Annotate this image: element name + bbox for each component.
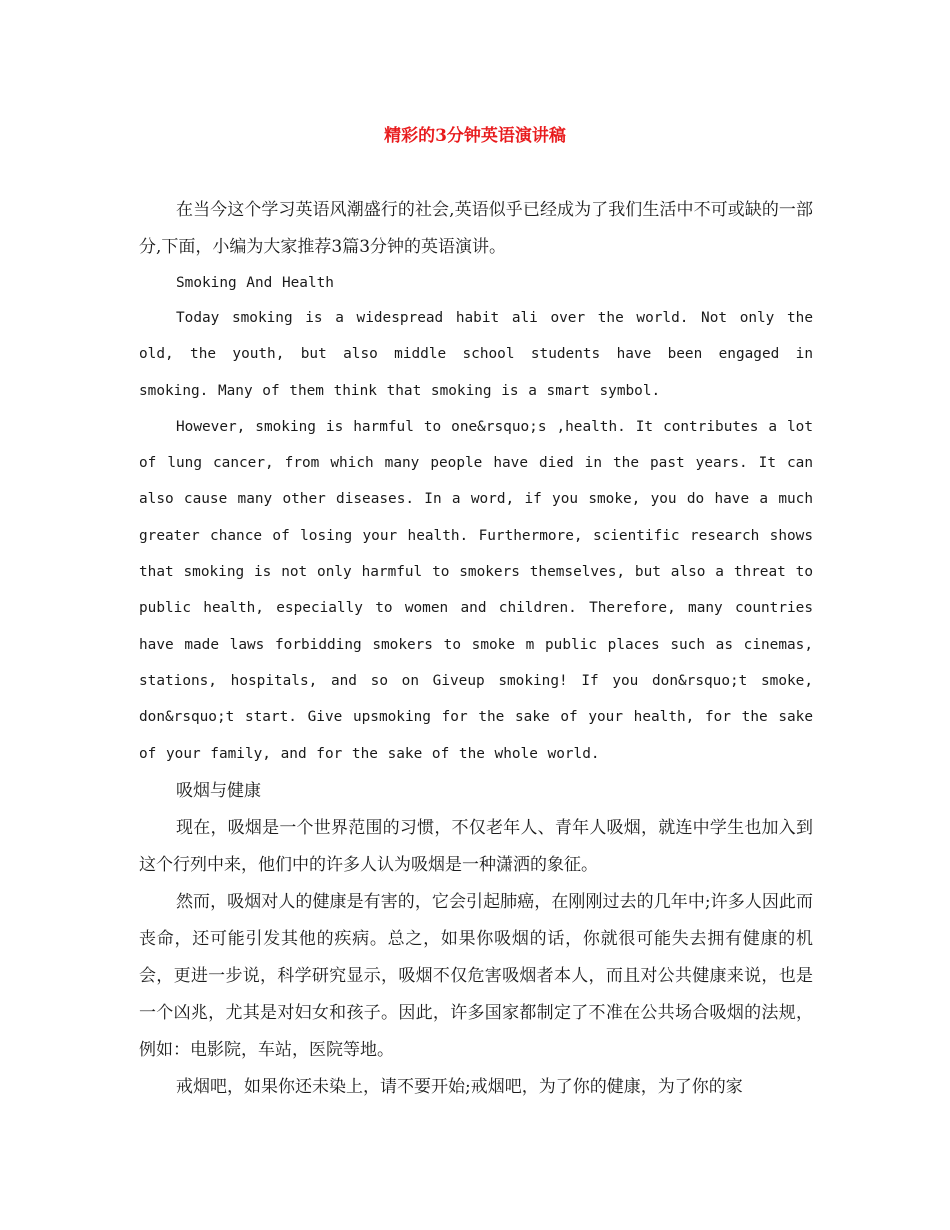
document-body [139,192,813,1106]
english-paragraph-2: However, smoking is harmful to one&rsquo;s ,health. It contributes a lot of lung cancer, from which many people have died in the past years. It can also cause many other diseases. In a word, if you smoke, you do have a much greater chance of losing your health. Furthermore, scientific research shows that smoking is not only harmful to smokers themselves, but also a threat to public health, especially to women and children. Therefore, many countries have made laws forbidding smokers to smoke m public places such as cinemas, stations, hospitals, and so on Giveup smoking! If you don&rsquo;t smoke, don&rsquo;t start. Give upsmoking for the sake of your health, for the sake of your family, and for the sake of the whole world. [139,418,813,762]
chinese-paragraph-1: 现在，吸烟是一个世界范围的习惯，不仅老年人、青年人吸烟，就连中学生也加入到这个行列中来，他们中的许多人认为吸烟是一种潇洒的象征。 [139,817,813,875]
chinese-section-heading: 吸烟与健康 [176,780,261,801]
chinese-paragraph-3: 戒烟吧，如果你还未染上，请不要开始;戒烟吧，为了你的健康，为了你的家 [176,1076,743,1097]
document-title: 精彩的3分钟英语演讲稿 [384,126,566,146]
chinese-paragraph-2: 然而，吸烟对人的健康是有害的，它会引起肺癌，在刚刚过去的几年中;许多人因此而丧命，还可能引发其他的疾病。总之，如果你吸烟的话，你就很可能失去拥有健康的机会，更进一步说，科学研究显示，吸烟不仅危害吸烟者本人，而且对公共健康来说，也是一个凶兆，尤其是对妇女和孩子。因此，许多国家都制定了不准在公共场合吸烟的法规，例如：电影院，车站，医院等地。 [139,891,813,1060]
intro-paragraph: 在当今这个学习英语风潮盛行的社会,英语似乎已经成为了我们生活中不可或缺的一部分,下面，小编为大家推荐3篇3分钟的英语演讲。 [139,200,813,257]
english-paragraph-1: Today smoking is a widespread habit ali over the world. Not only the old, the youth, but also middle school students have been engaged in smoking. Many of them think that smoking is a smart symbol. [139,310,813,399]
english-section-heading: Smoking And Health [176,275,334,291]
